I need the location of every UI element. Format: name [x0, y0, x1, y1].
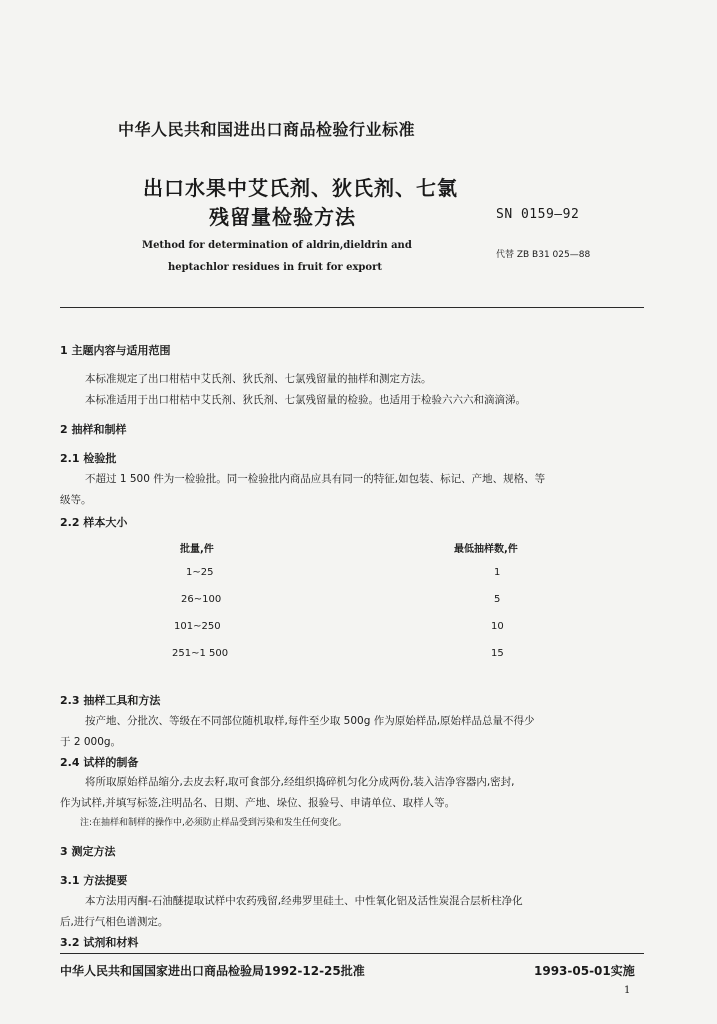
table-row-lot: 1~25: [186, 567, 214, 578]
section-1-paragraph-2: 本标准适用于出口柑桔中艾氏剂、狄氏剂、七氯残留量的检验。也适用于检验六六六和滴滴涕。: [85, 394, 526, 406]
header-divider: [60, 307, 644, 308]
section-2-3-paragraph-line1: 按产地、分批次、等级在不同部位随机取样,每件至少取 500g 作为原始样品,原始样品总量不得少: [85, 715, 535, 727]
table-header-lot: 批量,件: [180, 544, 214, 555]
section-2-4-heading: 2.4 试样的制备: [60, 756, 139, 769]
section-2-1-paragraph-line1: 不超过 1 500 件为一检验批。同一检验批内商品应具有同一的特征,如包装、标记、产地、规格、等: [85, 473, 546, 485]
section-2-2-heading: 2.2 样本大小: [60, 516, 128, 529]
approval-statement: 中华人民共和国国家进出口商品检验局1992-12-25批准: [60, 964, 365, 978]
section-3-1-paragraph-line1: 本方法用丙酮-石油醚提取试样中农药残留,经弗罗里硅土、中性氧化铝及活性炭混合层析柱净化: [85, 895, 523, 907]
table-row-lot: 26~100: [181, 594, 222, 605]
table-header-min-samples: 最低抽样数,件: [454, 544, 518, 555]
section-3-1-heading: 3.1 方法提要: [60, 874, 128, 887]
section-2-4-paragraph-line2: 作为试样,并填写标签,注明品名、日期、产地、垛位、报验号、申请单位、取样人等。: [60, 797, 456, 809]
table-row-min: 1: [494, 567, 501, 578]
section-2-4-paragraph-line1: 将所取原始样品缩分,去皮去籽,取可食部分,经组织捣碎机匀化分成两份,装入洁净容器内,密封,: [85, 776, 515, 788]
table-row-min: 15: [491, 648, 504, 659]
document-title-line2: 残留量检验方法: [209, 205, 356, 229]
document-title-line1: 出口水果中艾氏剂、狄氏剂、七氯: [143, 176, 458, 200]
section-2-3-paragraph-line2: 于 2 000g。: [60, 736, 122, 748]
table-row-min: 10: [491, 621, 504, 632]
implementation-date: 1993-05-01实施: [534, 964, 635, 978]
table-row-lot: 101~250: [174, 621, 221, 632]
section-3-heading: 3 测定方法: [60, 845, 116, 858]
section-2-heading: 2 抽样和制样: [60, 423, 127, 436]
table-row-lot: 251~1 500: [172, 648, 229, 659]
section-2-1-heading: 2.1 检验批: [60, 452, 117, 465]
section-2-4-note: 注:在抽样和制样的操作中,必须防止样品受到污染和发生任何变化。: [80, 818, 347, 828]
footer-divider: [60, 953, 644, 954]
section-1-heading: 1 主题内容与适用范围: [60, 344, 171, 357]
section-2-3-heading: 2.3 抽样工具和方法: [60, 694, 161, 707]
standard-number: SN 0159—92: [496, 207, 580, 222]
replaces-standard: 代替 ZB B31 025—88: [496, 250, 591, 260]
table-row-min: 5: [494, 594, 501, 605]
section-1-paragraph-1: 本标准规定了出口柑桔中艾氏剂、狄氏剂、七氯残留量的抽样和测定方法。: [85, 373, 432, 385]
page-number: 1: [624, 985, 631, 996]
section-2-1-paragraph-line2: 级等。: [60, 494, 92, 506]
english-title-line1: Method for determination of aldrin,dieldrin and: [142, 240, 412, 251]
section-3-2-heading: 3.2 试剂和材料: [60, 936, 139, 949]
issuing-organization: 中华人民共和国进出口商品检验行业标准: [118, 120, 416, 139]
english-title-line2: heptachlor residues in fruit for export: [168, 262, 382, 273]
section-3-1-paragraph-line2: 后,进行气相色谱测定。: [60, 916, 169, 928]
